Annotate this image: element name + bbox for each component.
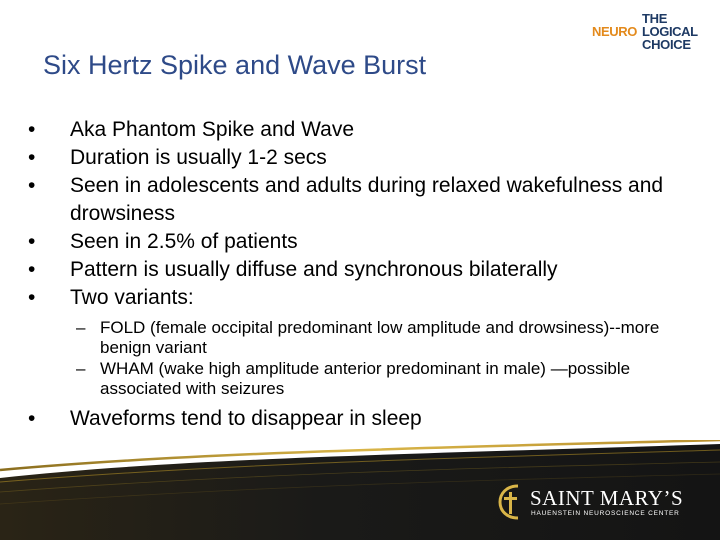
sub-bullet-text: WHAM (wake high amplitude anterior predominant in male) —possible associated with seizures — [100, 359, 631, 398]
slide-title: Six Hertz Spike and Wave Burst — [43, 50, 427, 80]
saint-marys-name: SAINT MARY’S — [530, 486, 684, 510]
sub-bullet-item — [28, 318, 708, 358]
bullet-list — [28, 116, 708, 433]
sub-bullet-list — [28, 318, 708, 399]
bullet-item — [28, 284, 708, 312]
saint-marys-logo — [496, 480, 686, 525]
bullet-text: Duration is usually 1-2 secs — [70, 146, 327, 169]
bullet-item — [28, 116, 708, 144]
neurological-choice-logo — [588, 12, 704, 52]
bullet-marker: • — [28, 146, 36, 169]
sub-bullet-item — [28, 359, 708, 399]
bullet-text: Seen in 2.5% of patients — [70, 230, 298, 253]
logo-logical: LOGICAL — [642, 24, 698, 39]
bullet-marker: • — [28, 118, 36, 141]
bullet-text: Pattern is usually diffuse and synchronous bilaterally — [70, 258, 558, 281]
bullet-marker: • — [28, 258, 36, 281]
bullet-text: Aka Phantom Spike and Wave — [70, 118, 355, 141]
bullet-item — [28, 144, 708, 172]
bullet-marker: • — [28, 230, 36, 253]
bullet-marker: • — [28, 407, 36, 430]
sub-bullet-marker: – — [76, 318, 86, 337]
logo-the: THE — [642, 11, 668, 26]
logo-choice: CHOICE — [642, 37, 691, 52]
sub-bullet-marker: – — [76, 359, 86, 378]
bullet-item — [28, 256, 708, 284]
logo-neuro: NEURO — [592, 24, 637, 39]
bullet-text: Waveforms tend to disappear in sleep — [70, 407, 422, 430]
sub-bullet-text: FOLD (female occipital predominant low amplitude and drowsiness)--more benign variant — [100, 318, 660, 357]
bullet-text: Two variants: — [70, 286, 194, 309]
saint-marys-subtitle: HAUENSTEIN NEUROSCIENCE CENTER — [531, 510, 680, 517]
bullet-item — [28, 228, 708, 256]
bullet-text: Seen in adolescents and adults during relaxed wakefulness and drowsiness — [70, 174, 664, 225]
bullet-item — [28, 405, 708, 433]
bullet-item — [28, 172, 708, 228]
bullet-marker: • — [28, 286, 36, 309]
bullet-marker: • — [28, 174, 36, 197]
saint-marys-emblem-icon — [496, 482, 524, 522]
